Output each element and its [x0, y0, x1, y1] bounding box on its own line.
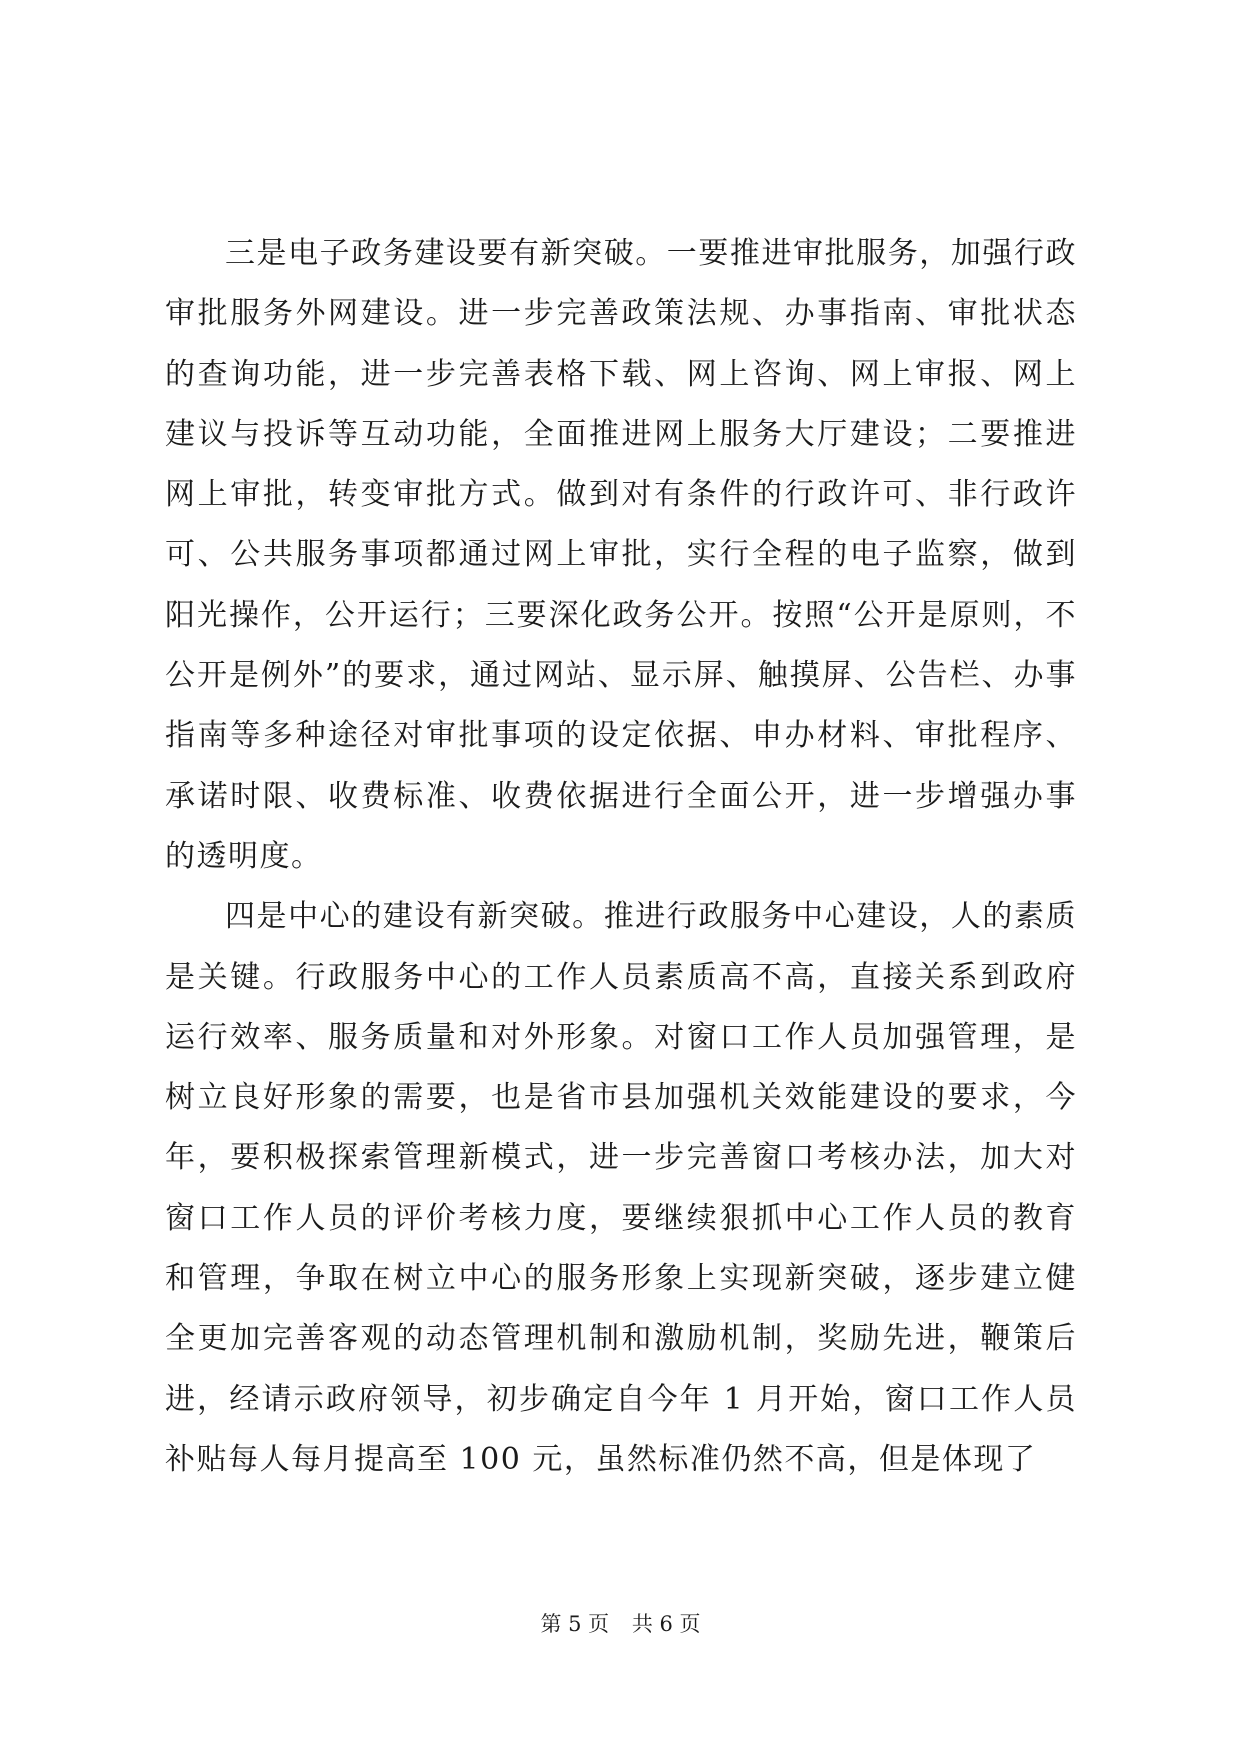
- paragraph-service-center: 四是中心的建设有新突破。推进行政服务中心建设，人的素质是关键。行政服务中心的工作人员素质高不高，直接关系到政府运行效率、服务质量和对外形象。对窗口工作人员加强管理，是树立良好形象的需要，也是省市县加强机关效能建设的要求，今年，要积极探索管理新模式，进一步完善窗口考核办法，加大对窗口工作人员的评价考核力度，要继续狠抓中心工作人员的教育和管理，争取在树立中心的服务形象上实现新突破，逐步建立健全更加完善客观的动态管理机制和激励机制，奖励先进，鞭策后进，经请示政府领导，初步确定自今年 1 月开始，窗口工作人员补贴每人每月提高至 100 元，虽然标准仍然不高，但是体现了: [165, 899, 1077, 1477]
- paragraph-e-government: 三是电子政务建设要有新突破。一要推进审批服务，加强行政审批服务外网建设。进一步完善政策法规、办事指南、审批状态的查询功能，进一步完善表格下载、网上咨询、网上审报、网上建议与投诉等互动功能，全面推进网上服务大厅建设；二要推进网上审批，转变审批方式。做到对有条件的行政许可、非行政许可、公共服务事项都通过网上审批，实行全程的电子监察，做到阳光操作，公开运行；三要深化政务公开。按照“公开是原则，不公开是例外”的要求，通过网站、显示屏、触摸屏、公告栏、办事指南等多种途径对审批事项的设定依据、申办材料、审批程序、承诺时限、收费标准、收费依据进行全面公开，进一步增强办事的透明度。: [165, 236, 1077, 874]
- page-number-current: 第 5 页: [540, 1612, 610, 1636]
- page-footer: [0, 1608, 1241, 1638]
- page-number-total: 共 6 页: [631, 1612, 701, 1636]
- document-body: [165, 224, 1077, 1490]
